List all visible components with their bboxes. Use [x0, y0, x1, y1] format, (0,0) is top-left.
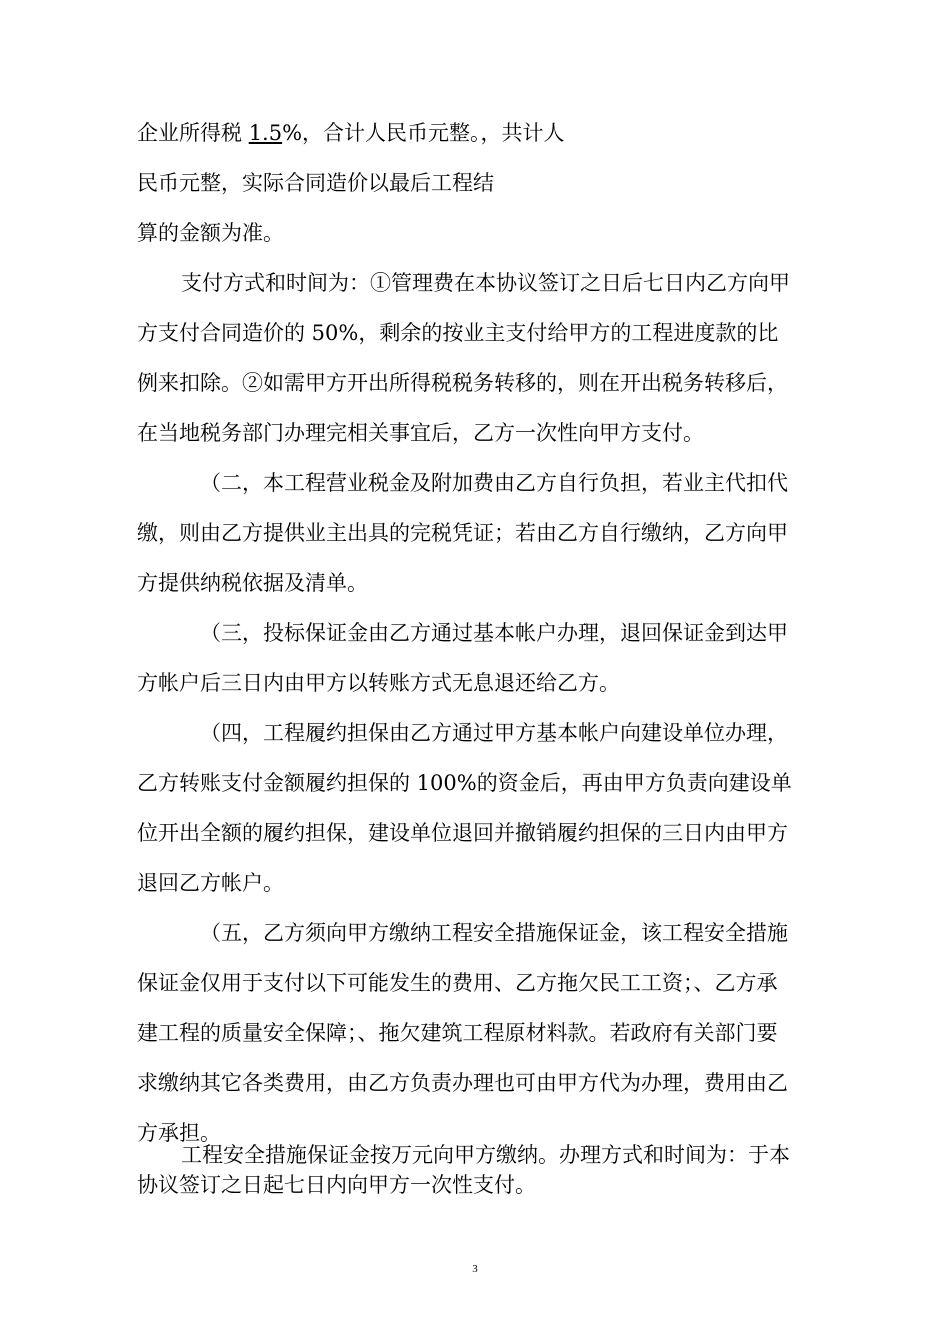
tax-rate-value: 1.5 — [248, 121, 283, 145]
paragraph-clause-5 — [137, 908, 830, 1158]
document-body — [137, 108, 830, 1158]
text-line: （三，投标保证金由乙方通过基本帐户办理，退回保证金到达甲 — [200, 621, 788, 645]
text-line: 例来扣除。②如需甲方开出所得税税务转移的，则在开出税务转移后， — [137, 371, 788, 395]
paragraph-safety-deposit — [137, 1140, 830, 1200]
text-line: 求缴纳其它各类费用，由乙方负责办理也可由甲方代为办理，费用由乙 — [137, 1071, 788, 1095]
text-line: 方承担。 — [137, 1121, 221, 1145]
paragraph-clause-2 — [137, 458, 830, 608]
text-line: （四，工程履约担保由乙方通过甲方基本帐户向建设单位办理， — [200, 721, 788, 745]
text-line: 工程安全措施保证金按万元向甲方缴纳。办理方式和时间为：于本 — [181, 1143, 790, 1167]
text-line: 支付方式和时间为：①管理费在本协议签订之日后七日内乙方向甲 — [181, 271, 790, 295]
paragraph-clause-3 — [137, 608, 830, 708]
text-line: 算的金额为准。 — [137, 221, 284, 245]
text-line: 乙方转账支付金额履约担保的 100%的资金后，再由甲方负责向建设单 — [137, 771, 792, 795]
text-line: 缴，则由乙方提供业主出具的完税凭证；若由乙方自行缴纳，乙方向甲 — [137, 521, 788, 545]
text-line: （五，乙方须向甲方缴纳工程安全措施保证金，该工程安全措施 — [200, 921, 788, 945]
text-line: 企业所得税 1.5%，合计人民币元整。，共计人 — [137, 121, 565, 145]
text-line: 建工程的质量安全保障；、拖欠建筑工程原材料款。若政府有关部门要 — [137, 1021, 778, 1045]
text-line: 协议签订之日起七日内向甲方一次性支付。 — [137, 1173, 536, 1197]
text-line: （二，本工程营业税金及附加费由乙方自行负担，若业主代扣代 — [200, 471, 788, 495]
text-line: 在当地税务部门办理完相关事宜后，乙方一次性向甲方支付。 — [137, 421, 704, 445]
paragraph-payment-method — [137, 258, 830, 458]
text-line: 方帐户后三日内由甲方以转账方式无息退还给乙方。 — [137, 671, 620, 695]
text-line: 民币元整，实际合同造价以最后工程结 — [137, 171, 494, 195]
paragraph-contract-price — [137, 108, 830, 258]
text-line: 退回乙方帐户。 — [137, 871, 284, 895]
paragraph-clause-4 — [137, 708, 830, 908]
text-line: 方支付合同造价的 50%，剩余的按业主支付给甲方的工程进度款的比 — [137, 321, 779, 345]
text-line: 位开出全额的履约担保，建设单位退回并撤销履约担保的三日内由甲方 — [137, 821, 788, 845]
page-number: 3 — [472, 1263, 478, 1275]
text-line: 保证金仅用于支付以下可能发生的费用、乙方拖欠民工工资；、乙方承 — [137, 971, 778, 995]
text-line: 方提供纳税依据及清单。 — [137, 571, 368, 595]
